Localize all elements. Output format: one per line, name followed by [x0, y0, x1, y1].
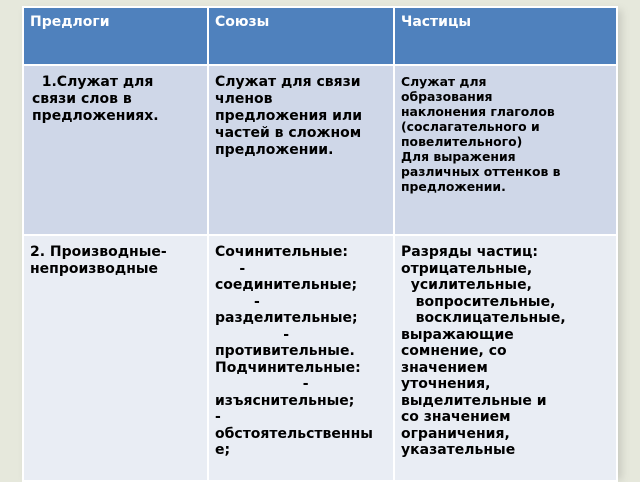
particles-types-line: отрицательные, [401, 260, 533, 277]
particles-function-line: образования [401, 89, 493, 104]
cell-prepositions-types [23, 235, 208, 481]
particles-function-line: предложении. [401, 179, 506, 194]
prepositions-types-text: 2. Производные-непроизводные [30, 244, 167, 277]
cell-conjunctions-function [208, 65, 394, 235]
conjunctions-types-line: обстоятельственны [215, 425, 373, 442]
particles-types-line: ограничения, [401, 425, 510, 442]
conjunctions-types-line: соединительные; [215, 277, 358, 293]
particles-function-line: Для выражения [401, 149, 516, 164]
particles-types-line: со значением [401, 409, 511, 425]
header-particles: Частицы [394, 7, 617, 65]
particles-function-line: повелительного) [401, 134, 523, 149]
particles-function-line: (сослагательного и [401, 119, 540, 134]
conjunctions-types-line: - [215, 409, 221, 425]
header-prepositions: Предлоги [23, 7, 208, 65]
cell-particles-types [394, 235, 617, 481]
particles-types-line: указательные [401, 442, 516, 458]
conjunctions-types-line: - [215, 260, 246, 277]
cell-prepositions-function [23, 65, 208, 235]
comparison-table [22, 6, 618, 482]
particles-types-line: значением [401, 359, 488, 376]
particles-function-line: Служат для [401, 74, 487, 89]
conjunctions-types-line: разделительные; [215, 310, 358, 326]
particles-types-line: усилительные, [401, 277, 532, 293]
particles-function-line: различных оттенков в [401, 164, 561, 179]
table-row-function [23, 65, 617, 235]
conjunctions-types-line: е; [215, 442, 231, 458]
conjunctions-types-line: противительные. [215, 343, 355, 359]
particles-types-line: выражающие [401, 326, 514, 343]
particles-types-line: вопросительные, [401, 293, 556, 310]
particles-function-line: наклонения глаголов [401, 104, 555, 119]
particles-types-line: Разряды частиц: [401, 244, 538, 260]
conjunctions-types-line: - [215, 293, 260, 310]
particles-types-line: восклицательные, [401, 310, 566, 326]
conjunctions-types-line: Сочинительные: [215, 244, 348, 260]
cell-conjunctions-types [208, 235, 394, 481]
conjunctions-types-line: изъяснительные; [215, 392, 355, 409]
conjunctions-types-line: - [215, 326, 290, 343]
conjunctions-function-text: Служат для связи членов предложения или частей в сложном предложении. [215, 74, 363, 158]
table-header-row [23, 7, 617, 65]
particles-types-line: сомнение, со [401, 343, 507, 359]
conjunctions-types-line: - [215, 376, 309, 392]
table-row-types [23, 235, 617, 481]
cell-particles-function [394, 65, 617, 235]
particles-types-line: уточнения, [401, 376, 491, 392]
prepositions-function-text: 1.Служат для связи слов в предложениях. [32, 74, 159, 124]
conjunctions-types-line: Подчинительные: [215, 359, 361, 376]
particles-types-line: выделительные и [401, 392, 547, 409]
header-conjunctions: Союзы [208, 7, 394, 65]
